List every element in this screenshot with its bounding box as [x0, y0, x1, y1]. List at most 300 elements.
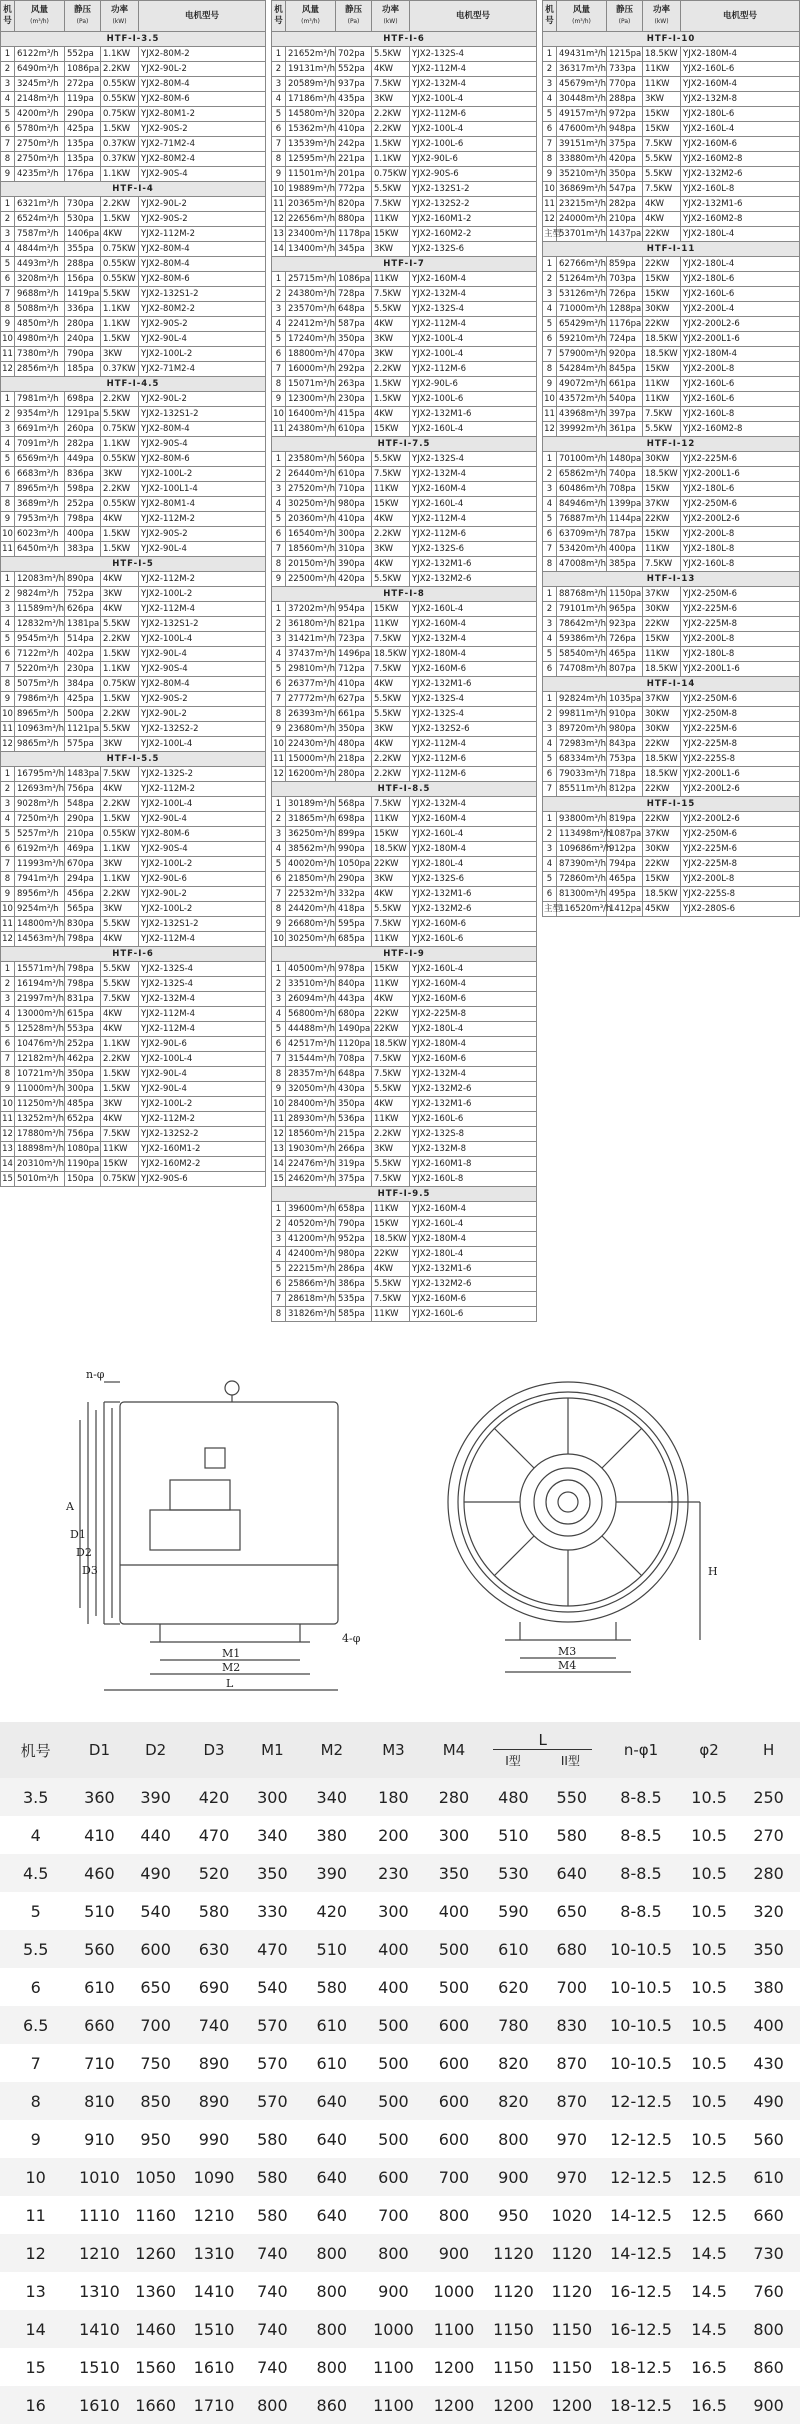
- table-row: [1, 92, 266, 107]
- table-cell: 2: [543, 62, 557, 77]
- table-cell: 3KW: [372, 872, 410, 887]
- table-cell: 13252m³/h: [15, 1112, 65, 1127]
- table-cell: 410pa: [336, 122, 372, 137]
- table-cell: 2.2KW: [372, 767, 410, 782]
- table-cell: 830pa: [65, 917, 101, 932]
- table-cell: 0.55KW: [101, 257, 139, 272]
- table-cell: 11KW: [372, 812, 410, 827]
- table-cell: 1: [543, 257, 557, 272]
- table-cell: 6: [1, 842, 15, 857]
- table-cell: 610: [71, 1968, 127, 2006]
- table-cell: 0.55KW: [101, 452, 139, 467]
- section-title: HTF-I-6: [1, 947, 266, 962]
- table-cell: 3: [272, 302, 286, 317]
- table-cell: 640: [300, 2158, 363, 2196]
- table-cell: 13539m³/h: [286, 137, 336, 152]
- table-cell: YJX2-132M1-6: [681, 197, 800, 212]
- table-cell: 5: [272, 662, 286, 677]
- table-cell: YJX2-132M-8: [681, 92, 800, 107]
- table-cell: 9865m³/h: [15, 737, 65, 752]
- table-cell: YJX2-132M-8: [410, 1142, 537, 1157]
- table-cell: 282pa: [65, 437, 101, 452]
- table-cell: 290pa: [65, 107, 101, 122]
- table-cell: 4: [272, 317, 286, 332]
- table-cell: 4KW: [101, 932, 139, 947]
- table-row: [543, 482, 800, 497]
- table-cell: 410: [71, 1816, 127, 1854]
- table-cell: 1: [272, 47, 286, 62]
- table-cell: 718pa: [607, 767, 643, 782]
- table-cell: 950: [128, 2120, 184, 2158]
- table-cell: 28400m³/h: [286, 1097, 336, 1112]
- table-row: [1, 617, 266, 632]
- table-cell: 7: [272, 137, 286, 152]
- table-cell: 3KW: [372, 542, 410, 557]
- table-cell: 8: [1, 302, 15, 317]
- table-cell: YJX2-160L-4: [410, 497, 537, 512]
- table-cell: 9: [272, 722, 286, 737]
- table-cell: 7587m³/h: [15, 227, 65, 242]
- table-row: [0, 1930, 800, 1968]
- table-cell: 3: [1, 227, 15, 242]
- table-cell: YJX2-200L2-6: [681, 782, 800, 797]
- table-cell: 1412pa: [607, 902, 643, 917]
- table-cell: 22656m³/h: [286, 212, 336, 227]
- table-cell: YJX2-160L-8: [681, 182, 800, 197]
- table-row: [1, 197, 266, 212]
- table-row: [272, 962, 537, 977]
- table-cell: 54284m³/h: [557, 362, 607, 377]
- table-cell: YJX2-160L-6: [681, 377, 800, 392]
- table-cell: 1483pa: [65, 767, 101, 782]
- table-cell: 2: [543, 467, 557, 482]
- table-cell: 15KW: [643, 632, 681, 647]
- table-cell: 99811m³/h: [557, 707, 607, 722]
- table-cell: 58540m³/h: [557, 647, 607, 662]
- table-cell: 10-10.5: [601, 2006, 681, 2044]
- table-cell: 0.55KW: [101, 92, 139, 107]
- table-cell: YJX2-132M1-6: [410, 887, 537, 902]
- table-cell: YJX2-90L-4: [139, 647, 266, 662]
- table-row: [543, 47, 800, 62]
- table-cell: 1.5KW: [101, 122, 139, 137]
- table-cell: YJX2-90L-4: [139, 1067, 266, 1082]
- table-cell: 300: [424, 1816, 485, 1854]
- section-title: HTF-I-4.5: [1, 377, 266, 392]
- table-cell: 615pa: [65, 1007, 101, 1022]
- table-cell: 10.5: [681, 2082, 737, 2120]
- table-cell: 2.2KW: [372, 752, 410, 767]
- table-cell: 116520m³/h: [557, 902, 607, 917]
- table-cell: 242pa: [336, 137, 372, 152]
- table-row: [543, 842, 800, 857]
- table-cell: 10: [1, 902, 15, 917]
- table-cell: 733pa: [607, 62, 643, 77]
- table-cell: 10.5: [681, 1778, 737, 1816]
- section-title: HTF-I-15: [543, 797, 800, 812]
- table-cell: YJX2-71M2-4: [139, 137, 266, 152]
- table-cell: 150pa: [65, 1172, 101, 1187]
- table-cell: 87390m³/h: [557, 857, 607, 872]
- table-cell: 9354m³/h: [15, 407, 65, 422]
- table-cell: 626pa: [65, 602, 101, 617]
- table-row: [272, 872, 537, 887]
- table-cell: 700: [424, 2158, 485, 2196]
- table-cell: 22KW: [643, 617, 681, 632]
- table-cell: 10: [1, 332, 15, 347]
- table-cell: YJX2-100L-4: [410, 347, 537, 362]
- table-cell: 580: [244, 2120, 300, 2158]
- table-cell: 22412m³/h: [286, 317, 336, 332]
- table-cell: YJX2-132S-6: [410, 242, 537, 257]
- table-cell: 7: [543, 542, 557, 557]
- table-cell: 9: [272, 1082, 286, 1097]
- table-cell: 14.5: [681, 2310, 737, 2348]
- table-cell: YJX2-132M1-6: [410, 557, 537, 572]
- table-cell: 9824m³/h: [15, 587, 65, 602]
- table-cell: 3: [543, 77, 557, 92]
- header-flow-label: 风量: [30, 5, 48, 15]
- table-row: [0, 1816, 800, 1854]
- table-row: [272, 452, 537, 467]
- table-cell: 2.2KW: [372, 122, 410, 137]
- table-row: [543, 92, 800, 107]
- table-row: [543, 227, 800, 242]
- table-cell: 708pa: [336, 1052, 372, 1067]
- header-power-label: 功率: [110, 5, 128, 15]
- table-cell: 10721m³/h: [15, 1067, 65, 1082]
- table-cell: YJX2-180M-4: [410, 1037, 537, 1052]
- table-row: [272, 902, 537, 917]
- table-cell: 1437pa: [607, 227, 643, 242]
- table-cell: 5.5KW: [372, 902, 410, 917]
- table-cell: 12: [272, 1127, 286, 1142]
- dims-header-type-2: II型: [560, 1754, 580, 1768]
- table-row: [272, 542, 537, 557]
- table-row: [272, 317, 537, 332]
- table-cell: 1: [1, 197, 15, 212]
- table-cell: 主型: [543, 227, 557, 242]
- table-cell: 740: [244, 2310, 300, 2348]
- table-row: [543, 77, 800, 92]
- table-cell: 11000m³/h: [15, 1082, 65, 1097]
- table-cell: 460: [71, 1854, 127, 1892]
- table-cell: 500: [363, 2006, 424, 2044]
- table-cell: 11KW: [643, 647, 681, 662]
- table-cell: 1: [272, 452, 286, 467]
- table-cell: 710: [71, 2044, 127, 2082]
- table-cell: 12083m³/h: [15, 572, 65, 587]
- table-cell: 3: [543, 617, 557, 632]
- table-row: [0, 2158, 800, 2196]
- table-cell: 8-8.5: [601, 1816, 681, 1854]
- table-cell: 1200: [424, 2348, 485, 2386]
- table-cell: 7.5KW: [372, 197, 410, 212]
- table-cell: 240pa: [65, 332, 101, 347]
- table-cell: 3: [1, 422, 15, 437]
- table-cell: 702pa: [336, 47, 372, 62]
- table-cell: 18.5KW: [643, 347, 681, 362]
- table-cell: 7.5KW: [643, 407, 681, 422]
- table-cell: 7: [543, 347, 557, 362]
- table-cell: 12: [543, 422, 557, 437]
- table-cell: 568pa: [336, 797, 372, 812]
- table-cell: 6023m³/h: [15, 527, 65, 542]
- table-cell: 0.75KW: [101, 1172, 139, 1187]
- table-cell: 1120: [543, 2272, 601, 2310]
- table-cell: YJX2-132M2-6: [410, 902, 537, 917]
- table-cell: 480: [484, 1778, 542, 1816]
- table-row: [1, 872, 266, 887]
- table-cell: YJX2-80M-6: [139, 92, 266, 107]
- table-cell: 6: [1, 1037, 15, 1052]
- table-row: [1, 152, 266, 167]
- table-cell: 8: [1, 497, 15, 512]
- table-cell: 740: [244, 2272, 300, 2310]
- table-cell: YJX2-200L1-6: [681, 767, 800, 782]
- table-cell: 2.2KW: [101, 707, 139, 722]
- table-cell: YJX2-132M-4: [410, 632, 537, 647]
- table-cell: 119pa: [65, 92, 101, 107]
- table-cell: 15000m³/h: [286, 752, 336, 767]
- table-cell: 33510m³/h: [286, 977, 336, 992]
- table-cell: 1144pa: [607, 512, 643, 527]
- table-cell: YJX2-280S-6: [681, 902, 800, 917]
- table-row: [272, 497, 537, 512]
- table-cell: 4: [543, 857, 557, 872]
- table-row: [1, 332, 266, 347]
- table-row: [1, 1067, 266, 1082]
- table-cell: 10.5: [681, 1854, 737, 1892]
- table-cell: 40500m³/h: [286, 962, 336, 977]
- table-cell: 40520m³/h: [286, 1217, 336, 1232]
- table-cell: 9: [543, 377, 557, 392]
- table-cell: 5: [1, 452, 15, 467]
- table-row: [272, 422, 537, 437]
- table-cell: 0.75KW: [101, 677, 139, 692]
- table-cell: 6490m³/h: [15, 62, 65, 77]
- table-row: [1, 212, 266, 227]
- table-cell: 2.2KW: [101, 482, 139, 497]
- table-cell: 4: [272, 1007, 286, 1022]
- table-cell: 1: [272, 272, 286, 287]
- table-cell: 31421m³/h: [286, 632, 336, 647]
- table-cell: 11: [1, 347, 15, 362]
- table-cell: YJX2-225M-8: [410, 1007, 537, 1022]
- table-cell: 710pa: [336, 482, 372, 497]
- table-cell: 70100m³/h: [557, 452, 607, 467]
- table-cell: 819pa: [607, 812, 643, 827]
- table-cell: 800: [737, 2310, 800, 2348]
- table-cell: YJX2-160M-6: [410, 662, 537, 677]
- table-cell: 980pa: [607, 722, 643, 737]
- table-cell: 9: [1, 512, 15, 527]
- table-cell: 740: [184, 2006, 245, 2044]
- table-cell: 600: [424, 2006, 485, 2044]
- table-row: [272, 347, 537, 362]
- header-power-unit: (kW): [112, 18, 127, 25]
- table-cell: 330: [244, 1892, 300, 1930]
- table-row: [543, 557, 800, 572]
- table-row: [272, 152, 537, 167]
- table-cell: 350pa: [336, 722, 372, 737]
- table-cell: 1.1KW: [101, 317, 139, 332]
- section-title: HTF-I-12: [543, 437, 800, 452]
- table-cell: YJX2-160L-6: [410, 1112, 537, 1127]
- table-cell: 470: [244, 1930, 300, 1968]
- table-row: [1, 1112, 266, 1127]
- table-cell: YJX2-160M-6: [410, 1052, 537, 1067]
- table-cell: 72983m³/h: [557, 737, 607, 752]
- table-cell: YJX2-100L1-4: [139, 482, 266, 497]
- table-row: [272, 1277, 537, 1292]
- spec-column-2: [271, 0, 537, 1322]
- table-cell: 1.1KW: [101, 47, 139, 62]
- table-cell: 53126m³/h: [557, 287, 607, 302]
- table-cell: 280pa: [65, 317, 101, 332]
- table-cell: YJX2-112M-6: [410, 752, 537, 767]
- table-cell: YJX2-132M-4: [410, 1067, 537, 1082]
- table-cell: 10: [543, 392, 557, 407]
- table-cell: 0.75KW: [101, 107, 139, 122]
- table-cell: 332pa: [336, 887, 372, 902]
- table-cell: YJX2-112M-2: [139, 227, 266, 242]
- table-cell: 270: [737, 1816, 800, 1854]
- table-row: [1, 122, 266, 137]
- table-row: [272, 977, 537, 992]
- table-row: [272, 377, 537, 392]
- table-row: [1, 782, 266, 797]
- table-cell: 1.5KW: [101, 332, 139, 347]
- table-cell: 1.1KW: [101, 872, 139, 887]
- table-row: [272, 632, 537, 647]
- table-cell: 870: [543, 2082, 601, 2120]
- table-cell: 10-10.5: [601, 2044, 681, 2082]
- table-cell: 60486m³/h: [557, 482, 607, 497]
- table-cell: 4.5: [0, 1854, 71, 1892]
- table-cell: 11KW: [643, 542, 681, 557]
- table-cell: YJX2-80M2-2: [139, 302, 266, 317]
- table-cell: 30250m³/h: [286, 497, 336, 512]
- dims-header-d3: D3: [184, 1722, 245, 1778]
- table-row: [1, 62, 266, 77]
- table-cell: 350pa: [65, 1067, 101, 1082]
- table-cell: 230pa: [65, 662, 101, 677]
- table-cell: YJX2-90S-2: [139, 317, 266, 332]
- table-cell: 627pa: [336, 692, 372, 707]
- label-4-phi: 4-φ: [342, 1632, 361, 1645]
- table-cell: YJX2-90S-4: [139, 662, 266, 677]
- table-cell: YJX2-200L2-6: [681, 317, 800, 332]
- table-cell: 7: [1, 1052, 15, 1067]
- table-row: [272, 1037, 537, 1052]
- table-cell: 480pa: [336, 737, 372, 752]
- table-row: [1, 287, 266, 302]
- table-cell: 11KW: [372, 977, 410, 992]
- table-cell: 11KW: [372, 212, 410, 227]
- section-title: HTF-I-9.5: [272, 1187, 537, 1202]
- table-cell: 0.37KW: [101, 362, 139, 377]
- table-cell: 4KW: [372, 887, 410, 902]
- dims-header-no: 机号: [0, 1722, 71, 1778]
- table-cell: 10-10.5: [601, 1930, 681, 1968]
- table-cell: 30KW: [643, 722, 681, 737]
- table-cell: YJX2-225S-8: [681, 752, 800, 767]
- table-cell: 410pa: [336, 677, 372, 692]
- table-cell: 3689m³/h: [15, 497, 65, 512]
- table-cell: 7: [1, 137, 15, 152]
- table-row: [543, 497, 800, 512]
- table-cell: 4KW: [101, 1112, 139, 1127]
- table-cell: YJX2-90L-4: [139, 1082, 266, 1097]
- table-cell: 890pa: [65, 572, 101, 587]
- table-cell: 740: [244, 2348, 300, 2386]
- table-cell: 860: [300, 2386, 363, 2424]
- table-row: [272, 407, 537, 422]
- table-cell: 53701m³/h: [557, 227, 607, 242]
- table-cell: 10: [272, 407, 286, 422]
- table-cell: 600: [424, 2120, 485, 2158]
- table-cell: 12693m³/h: [15, 782, 65, 797]
- table-cell: 1.5KW: [372, 137, 410, 152]
- table-row: [1, 362, 266, 377]
- table-cell: 15KW: [372, 1217, 410, 1232]
- table-cell: YJX2-132M1-6: [410, 1262, 537, 1277]
- table-cell: 397pa: [607, 407, 643, 422]
- table-cell: 8: [272, 152, 286, 167]
- table-cell: 7: [1, 287, 15, 302]
- table-cell: 910: [71, 2120, 127, 2158]
- table-cell: 30KW: [643, 602, 681, 617]
- header-motor-label: 电机型号: [184, 10, 219, 21]
- table-cell: 20589m³/h: [286, 77, 336, 92]
- table-cell: 375pa: [607, 137, 643, 152]
- table-cell: 2: [272, 617, 286, 632]
- table-cell: 400pa: [607, 542, 643, 557]
- table-cell: 1120: [484, 2234, 542, 2272]
- table-row: [272, 677, 537, 692]
- table-cell: 14: [272, 242, 286, 257]
- table-cell: 11: [1, 722, 15, 737]
- table-cell: 14: [272, 1157, 286, 1172]
- table-cell: 4: [1, 1007, 15, 1022]
- table-cell: 23680m³/h: [286, 722, 336, 737]
- table-row: [272, 857, 537, 872]
- table-cell: 726pa: [607, 287, 643, 302]
- table-cell: 390: [128, 1778, 184, 1816]
- table-cell: YJX2-160L-6: [681, 287, 800, 302]
- table-cell: 11: [1, 542, 15, 557]
- table-cell: 1150: [543, 2348, 601, 2386]
- table-cell: 4KW: [101, 512, 139, 527]
- table-cell: 14800m³/h: [15, 917, 65, 932]
- table-cell: 610: [737, 2158, 800, 2196]
- table-cell: 8: [1, 677, 15, 692]
- table-row: [543, 737, 800, 752]
- table-cell: 859pa: [607, 257, 643, 272]
- table-row: [543, 407, 800, 422]
- table-cell: 7: [272, 1052, 286, 1067]
- header-pressure: [65, 1, 101, 32]
- table-row: [1, 392, 266, 407]
- table-cell: YJX2-200L1-6: [681, 662, 800, 677]
- table-row: [543, 707, 800, 722]
- label-m1: M1: [222, 1647, 241, 1660]
- table-cell: 1110: [71, 2196, 127, 2234]
- table-cell: YJX2-132S-4: [410, 452, 537, 467]
- table-cell: YJX2-90L-2: [139, 887, 266, 902]
- table-cell: 7: [272, 887, 286, 902]
